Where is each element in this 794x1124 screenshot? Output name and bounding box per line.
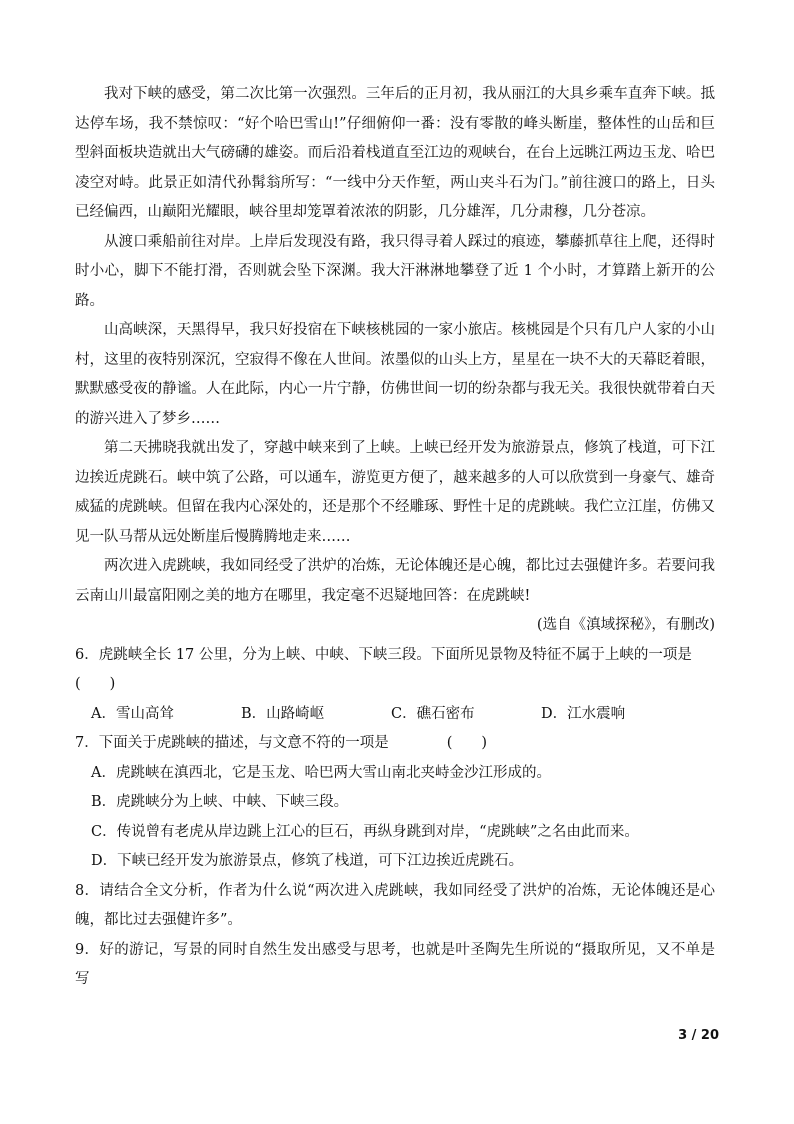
passage-paragraph-2: 从渡口乘船前往对岸。上岸后发现没有路，我只得寻着人踩过的痕迹，攀藤抓草往上爬，还得时时小心，脚下不能打滑，否则就会坠下深渊。我大汗淋淋地攀登了近 1 个小时，才算踏上新开的公路。 [75, 233, 715, 309]
question-9-stem: 9．好的游记，写景的同时自然生发出感受与思考，也就是叶圣陶先生所说的“摄取所见，又不单是写 [75, 941, 715, 987]
passage-paragraph-3: 山高峡深，天黑得早，我只好投宿在下峡核桃园的一家小旅店。核桃园是个只有几户人家的小山村，这里的夜特别深沉，空寂得不像在人世间。浓墨似的山头上方，星星在一块不大的天幕眨着眼，默默感受夜的静谧。人在此际，内心一片宁静，仿佛世间一切的纷杂都与我无关。我很快就带着白天的游兴进入了梦乡…… [75, 322, 715, 427]
question-8-stem: 8．请结合全文分析，作者为什么说“两次进入虎跳峡，我如同经受了洪炉的冶炼，无论体魄还是心魄，都比过去强健许多”。 [75, 882, 715, 928]
question-8 [75, 877, 715, 936]
question-6-option-b: B．山路崎岖 [241, 705, 325, 722]
question-9 [75, 936, 715, 995]
passage-source: (选自《滇域探秘》，有删改) [536, 617, 715, 633]
page-number: 3 / 20 [678, 1028, 719, 1043]
question-7-stem: 7．下面关于虎跳峡的描述，与文意不符的一项是 [75, 735, 389, 751]
question-7-stem-line [75, 729, 715, 759]
question-6-stem: 6．虎跳峡全长 17 公里，分为上峡、中峡、下峡三段。下面所见景物及特征不属于上峡的一项是 [75, 646, 692, 663]
question-6-options [75, 700, 715, 730]
page-content [75, 80, 715, 995]
question-6-option-d: D．江水震响 [541, 705, 626, 722]
question-6-option-c: C．礁石密布 [391, 705, 475, 722]
question-7 [75, 729, 715, 877]
question-7-option-b: B．虎跳峡分为上峡、中峡、下峡三段。 [91, 794, 349, 810]
question-6-answer-blank: ( ) [75, 676, 116, 692]
question-7-answer-blank: ( ) [446, 735, 488, 751]
question-7-option-c: C．传说曾有老虎从岸边跳上江心的巨石，再纵身跳到对岸，“虎跳峡”之名由此而来。 [91, 823, 639, 840]
passage-paragraph-4: 第二天拂晓我就出发了，穿越中峡来到了上峡。上峡已经开发为旅游景点，修筑了栈道，可下江边挨近虎跳石。峡中筑了公路，可以通车，游览更方便了，越来越多的人可以欣赏到一身豪气、雄奇威猛的虎跳峡。但留在我内心深处的，还是那个不经雕琢、野性十足的虎跳峡。我伫立江崖，仿佛又见一队马帮从远处断崖后慢腾腾地走来…… [75, 440, 715, 545]
passage-paragraph-1: 我对下峡的感受，第二次比第一次强烈。三年后的正月初，我从丽江的大具乡乘车直奔下峡。抵达停车场，我不禁惊叹：“好个哈巴雪山!”仔细俯仰一番：没有零散的峰头断崖，整体性的山岳和巨型斜面板块造就出大气磅礴的雄姿。而后沿着栈道直至江边的观峡台，在台上远眺江两边玉龙、哈巴凌空对峙。此景正如清代孙髯翁所写：“一线中分天作堑，两山夹斗石为门。”前往渡口的路上，日头已经偏西，山巅阳光耀眼，峡谷里却笼罩着浓浓的阴影，几分雄浑，几分肃穆，几分苍凉。 [75, 86, 715, 220]
question-6-option-a: A．雪山高耸 [91, 705, 174, 722]
question-7-option-a: A．虎跳峡在滇西北，它是玉龙、哈巴两大雪山南北夹峙金沙江形成的。 [91, 764, 551, 781]
question-7-option-d: D．下峡已经开发为旅游景点，修筑了栈道，可下江边挨近虎跳石。 [91, 853, 524, 869]
question-6 [75, 641, 715, 730]
passage-paragraph-5: 两次进入虎跳峡，我如同经受了洪炉的冶炼，无论体魄还是心魄，都比过去强健许多。若要问我云南山川最富阳刚之美的地方在哪里，我定毫不迟疑地回答：在虎跳峡! [75, 558, 715, 604]
